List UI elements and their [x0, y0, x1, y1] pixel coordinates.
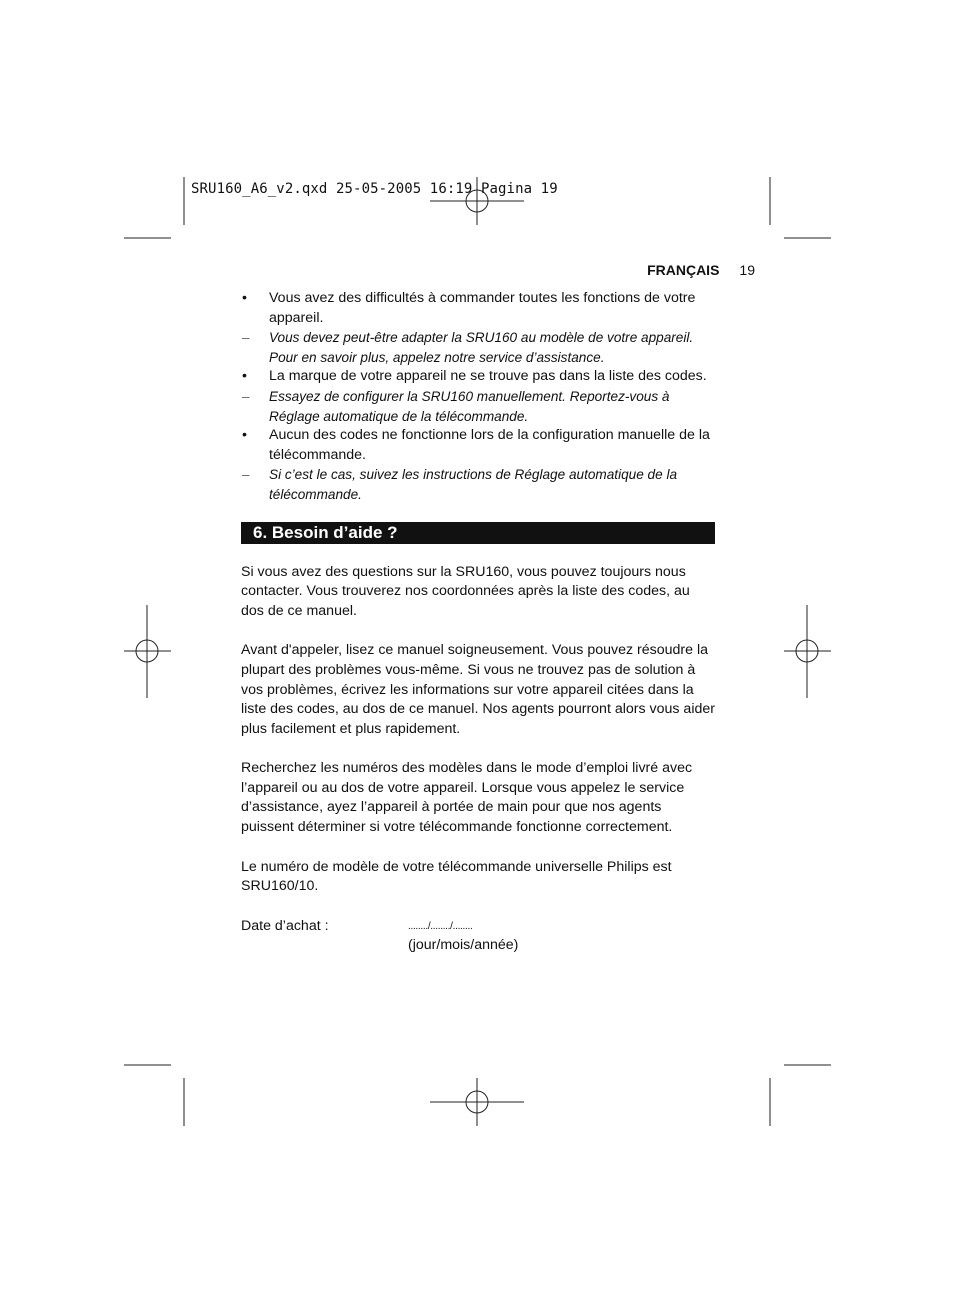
list-item-text: Si c’est le cas, suivez les instructions de Réglage automatique de la télécommande. [269, 467, 678, 502]
purchase-date-label: Date d’achat : [241, 917, 329, 934]
paragraph: Si vous avez des questions sur la SRU160, vous pouvez toujours nous contacter. Vous trouverez nos coordonnées après la liste des codes, au dos de ce manuel. [241, 563, 690, 619]
list-item-text: Aucun des codes ne fonctionne lors de la configuration manuelle de la télécommande. [269, 427, 710, 463]
dash-mark: – [242, 467, 250, 483]
list-item-text: Vous avez des difficultés à commander toutes les fonctions de votre appareil. [269, 290, 696, 326]
purchase-date [241, 917, 715, 957]
list-item [241, 289, 715, 328]
bullet-mark: • [242, 290, 247, 306]
list-item-text: La marque de votre appareil ne se trouve pas dans la liste des codes. [269, 368, 707, 385]
list-item-text: Vous devez peut-être adapter la SRU160 au modèle de votre appareil. Pour en savoir plus, appelez notre service d’assistance. [269, 330, 694, 365]
list-item [241, 387, 715, 426]
print-slug: SRU160_A6_v2.qxd 25-05-2005 16:19 Pagina 19 [191, 181, 558, 197]
dash-mark: – [242, 330, 250, 346]
list-item-text: Essayez de configurer la SRU160 manuellement. Reportez-vous à Réglage automatique de la télécommande. [269, 388, 670, 424]
purchase-date-format: (jour/mois/année) [408, 936, 519, 953]
paragraph: Avant d'appeler, lisez ce manuel soigneusement. Vous pouvez résoudre la plupart des problèmes vous-même. Si vous ne trouvez pas de solution à vos problèmes, écrivez les informations sur votre appareil citées dans la liste des codes, au dos de ce manuel. Nos agents pourront alors vous aider plus facilement et plus rapidement. [241, 642, 715, 737]
bullet-mark: • [242, 368, 247, 385]
list-item [241, 465, 715, 504]
list-item [241, 367, 715, 387]
page-number: 19 [739, 262, 755, 278]
language-label: FRANÇAIS [647, 262, 720, 278]
list-item [241, 328, 715, 367]
paragraph: Recherchez les numéros des modèles dans le mode d’emploi livré avec l’appareil ou au dos de votre appareil. Lorsque vous appelez le service d’assistance, ayez l’appareil à portée de main pour que nos agents puissent déterminer si votre télécommande fonctionne correctement. [241, 760, 693, 836]
running-header [560, 262, 755, 278]
bullet-mark: • [242, 427, 247, 444]
list-item [241, 426, 715, 465]
paragraph: Le numéro de modèle de votre télécommande universelle Philips est SRU160/10. [241, 858, 672, 895]
purchase-date-value: ......../......../........ [408, 920, 473, 932]
section-heading: 6. Besoin d’aide ? [241, 522, 715, 544]
page-content [241, 289, 715, 957]
dash-mark: – [242, 388, 250, 404]
